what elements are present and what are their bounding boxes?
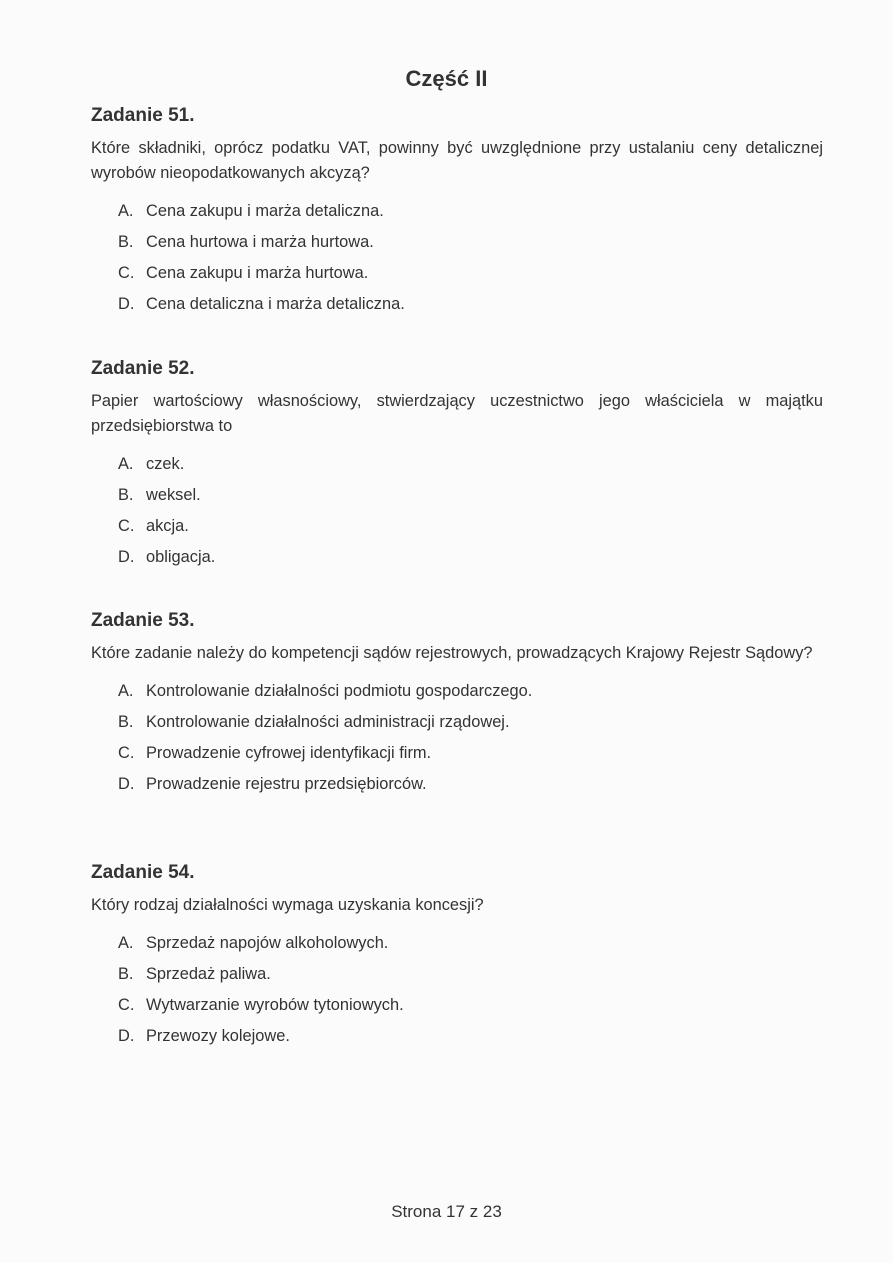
task-question: Który rodzaj działalności wymaga uzyskania koncesji? — [91, 896, 484, 914]
answer-option-a[interactable] — [91, 196, 823, 227]
task-53 — [91, 609, 823, 800]
answer-text: czek. — [146, 455, 185, 473]
answer-text: obligacja. — [146, 548, 216, 566]
answer-letter: C. — [118, 264, 135, 282]
task-question: Które zadanie należy do kompetencji sądów rejestrowych, prowadzących Krajowy Rejestr Sądowy? — [91, 644, 813, 662]
answer-text: Sprzedaż paliwa. — [146, 965, 271, 983]
answer-letter: A. — [118, 202, 134, 220]
task-51 — [91, 104, 823, 320]
task-54 — [91, 861, 823, 1052]
answer-letter: D. — [118, 1027, 135, 1045]
answer-text: Kontrolowanie działalności podmiotu gospodarczego. — [146, 682, 533, 700]
task-title: Zadanie 51. — [91, 105, 195, 126]
answer-option-c[interactable] — [91, 511, 823, 542]
answer-option-a[interactable] — [91, 449, 823, 480]
answer-letter: B. — [118, 965, 134, 983]
answer-list — [91, 928, 823, 1052]
answer-option-d[interactable] — [91, 289, 823, 320]
task-question: Które składniki, oprócz podatku VAT, powinny być uwzględnione przy ustalaniu ceny detalicznej wyrobów nieopodatkowanych akcyzą? — [91, 139, 823, 182]
answer-text: Cena zakupu i marża detaliczna. — [146, 202, 384, 220]
answer-option-c[interactable] — [91, 258, 823, 289]
answer-letter: D. — [118, 548, 135, 566]
answer-letter: B. — [118, 486, 134, 504]
answer-text: Cena zakupu i marża hurtowa. — [146, 264, 369, 282]
answer-text: Wytwarzanie wyrobów tytoniowych. — [146, 996, 404, 1014]
answer-letter: C. — [118, 996, 135, 1014]
answer-option-b[interactable] — [91, 227, 823, 258]
answer-list — [91, 196, 823, 320]
part-title: Część II — [405, 66, 488, 91]
answer-letter: D. — [118, 295, 135, 313]
answer-option-b[interactable] — [91, 959, 823, 990]
task-52 — [91, 357, 823, 573]
answer-text: weksel. — [146, 486, 201, 504]
answer-option-c[interactable] — [91, 990, 823, 1021]
answer-list — [91, 449, 823, 573]
answer-letter: A. — [118, 455, 134, 473]
answer-option-d[interactable] — [91, 1021, 823, 1052]
answer-option-d[interactable] — [91, 542, 823, 573]
answer-letter: C. — [118, 744, 135, 762]
page-number-footer: Strona 17 z 23 — [391, 1202, 502, 1221]
answer-text: Sprzedaż napojów alkoholowych. — [146, 934, 389, 952]
answer-text: Prowadzenie rejestru przedsiębiorców. — [146, 775, 427, 793]
answer-option-b[interactable] — [91, 480, 823, 511]
answer-letter: B. — [118, 713, 134, 731]
answer-option-a[interactable] — [91, 928, 823, 959]
task-title: Zadanie 52. — [91, 358, 195, 379]
answer-option-a[interactable] — [91, 676, 823, 707]
answer-option-c[interactable] — [91, 738, 823, 769]
task-title: Zadanie 53. — [91, 610, 195, 631]
answer-text: Cena hurtowa i marża hurtowa. — [146, 233, 374, 251]
answer-letter: A. — [118, 682, 134, 700]
task-title: Zadanie 54. — [91, 862, 195, 883]
task-question: Papier wartościowy własnościowy, stwierdzający uczestnictwo jego właściciela w majątku przedsiębiorstwa to — [91, 392, 823, 435]
answer-text: Cena detaliczna i marża detaliczna. — [146, 295, 405, 313]
answer-letter: A. — [118, 934, 134, 952]
answer-letter: C. — [118, 517, 135, 535]
answer-text: Przewozy kolejowe. — [146, 1027, 290, 1045]
answer-option-d[interactable] — [91, 769, 823, 800]
answer-letter: B. — [118, 233, 134, 251]
answer-option-b[interactable] — [91, 707, 823, 738]
answer-letter: D. — [118, 775, 135, 793]
answer-text: Kontrolowanie działalności administracji rządowej. — [146, 713, 510, 731]
answer-text: Prowadzenie cyfrowej identyfikacji firm. — [146, 744, 432, 762]
answer-text: akcja. — [146, 517, 189, 535]
answer-list — [91, 676, 823, 800]
